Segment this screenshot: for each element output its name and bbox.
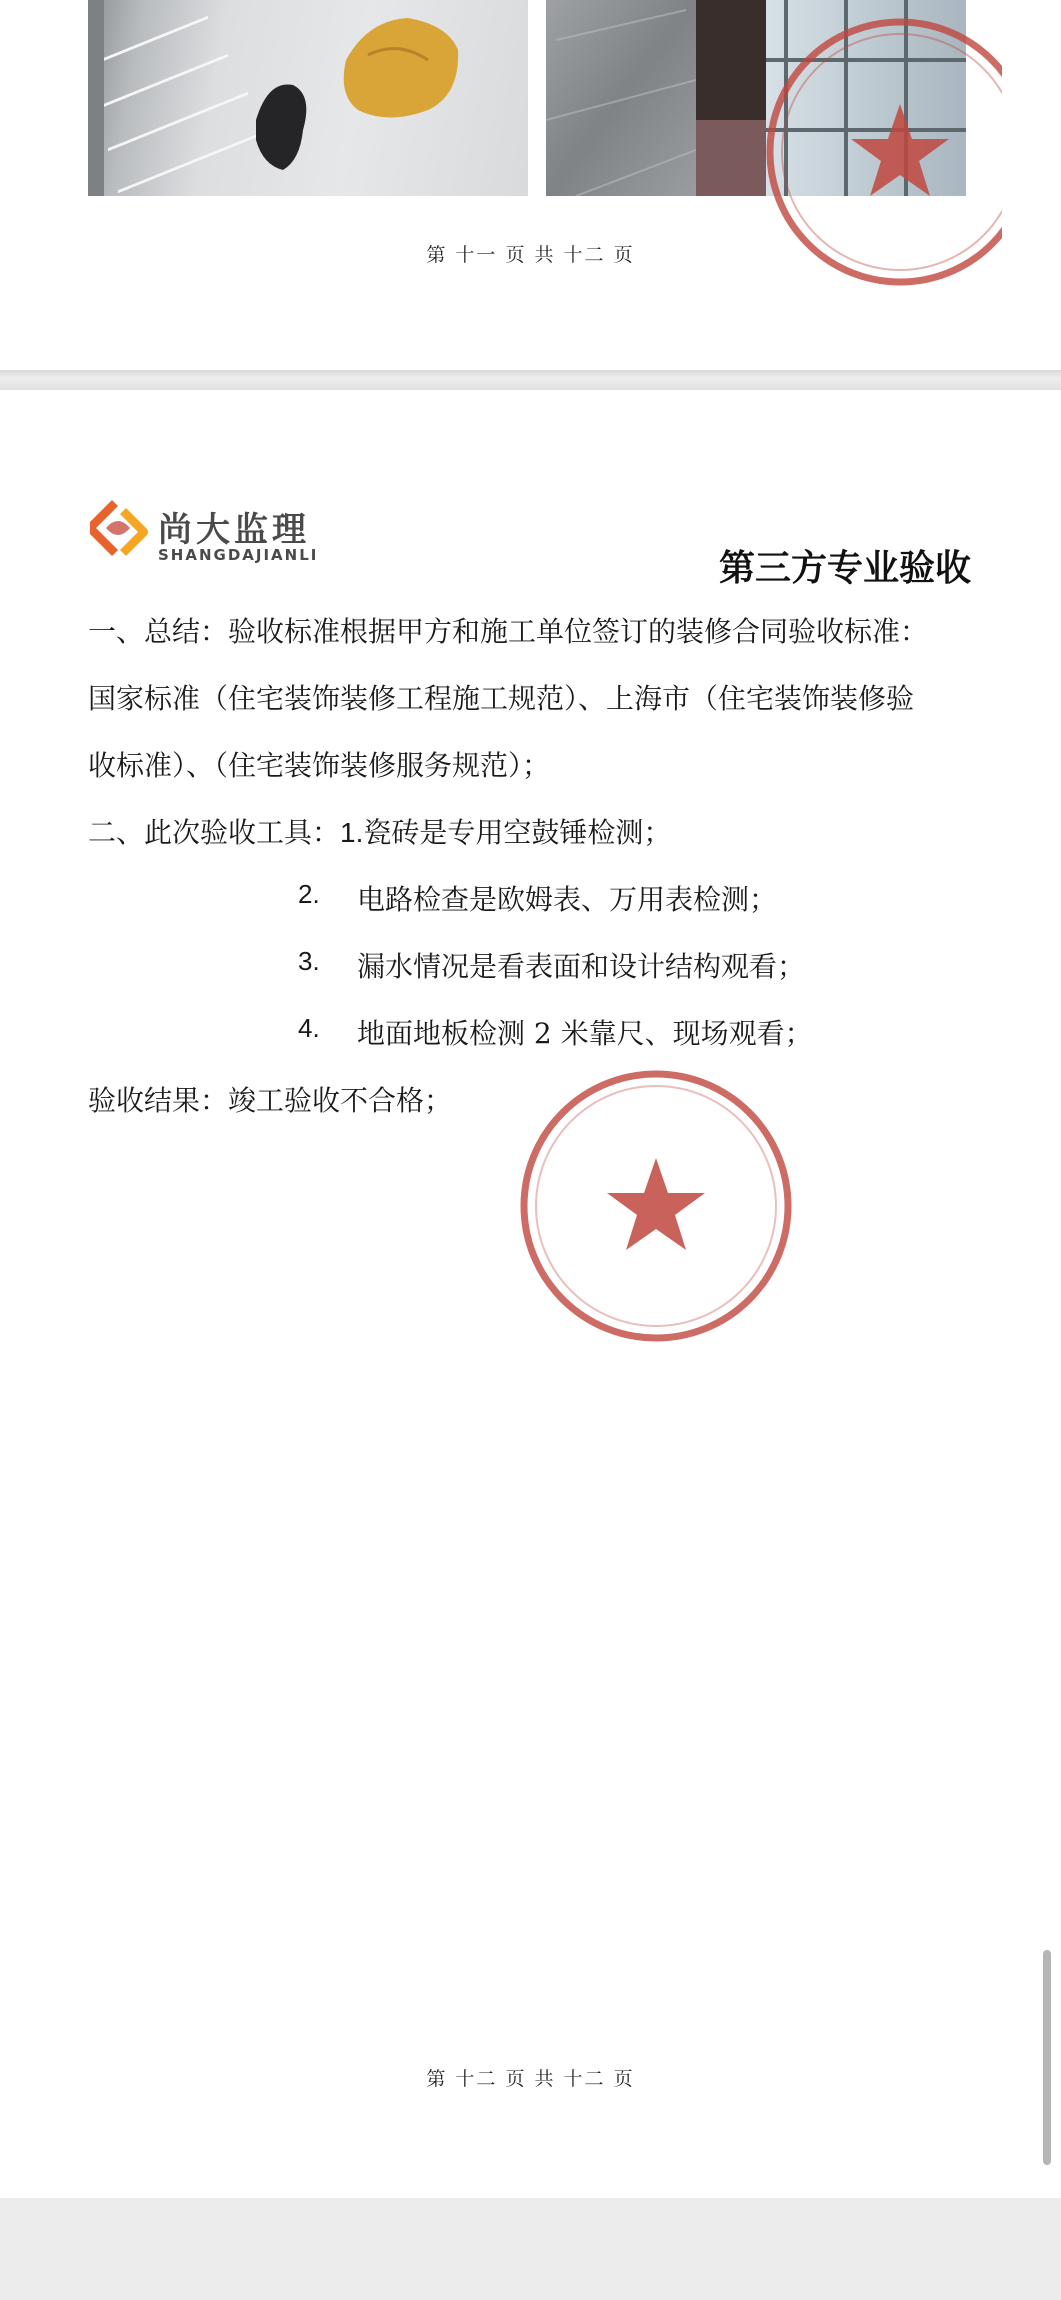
tool-4-num: 4. xyxy=(298,1013,320,1043)
document-title: 第三方专业验收 xyxy=(718,548,971,589)
tool-4-text: 地面地板检测 2 米靠尺、现场观看； xyxy=(357,1017,813,1050)
document-page-11 xyxy=(0,0,1061,370)
tool-2-text: 电路检查是欧姆表、万用表检测； xyxy=(357,883,778,916)
tool-1-num: 1. xyxy=(340,817,364,848)
tools-heading-line xyxy=(88,811,671,851)
page-separator xyxy=(0,370,1061,390)
logo-text-en: SHANGDAJIANLI xyxy=(158,546,319,564)
company-seal-stamp xyxy=(762,12,1002,290)
dark-cloth-shape xyxy=(256,84,306,170)
tool-3-text: 漏水情况是看表面和设计结构观看； xyxy=(357,950,806,983)
tools-label: 二、此次验收工具： xyxy=(88,816,341,849)
stairs-photo-detail xyxy=(88,0,528,196)
summary-line-3: 收标准）、（住宅装饰装修服务规范）； xyxy=(88,749,551,782)
yellow-towel-shape xyxy=(344,18,458,118)
company-seal-stamp xyxy=(516,1066,796,1346)
photo-edge-shade xyxy=(88,0,104,196)
result-line: 验收结果：竣工验收不合格； xyxy=(88,1084,453,1117)
tool-1-text: 瓷砖是专用空鼓锤检测； xyxy=(363,816,672,849)
tool-2-num: 2. xyxy=(298,879,320,909)
stairs-photo xyxy=(88,0,528,196)
document-page-12 xyxy=(0,390,1061,2198)
interior-shape xyxy=(696,120,766,196)
seal-star-icon xyxy=(607,1158,705,1250)
shangda-logo-icon xyxy=(90,500,150,564)
page-footer: 第 十二 页 共 十二 页 xyxy=(426,2068,635,2090)
page-footer: 第 十一 页 共 十二 页 xyxy=(426,244,635,266)
marble-wall-shape xyxy=(546,0,696,196)
vertical-scrollbar[interactable] xyxy=(1043,1950,1051,2165)
summary-line-1: 一、总结：验收标准根据甲方和施工单位签订的装修合同验收标准： xyxy=(88,615,929,648)
logo-text-cn: 尚大监理 xyxy=(158,510,310,550)
tool-3-num: 3. xyxy=(298,946,320,976)
seal-star-icon xyxy=(851,104,949,196)
summary-line-2: 国家标准（住宅装饰装修工程施工规范）、上海市（住宅装饰装修验 xyxy=(88,682,915,715)
company-logo xyxy=(90,500,330,570)
